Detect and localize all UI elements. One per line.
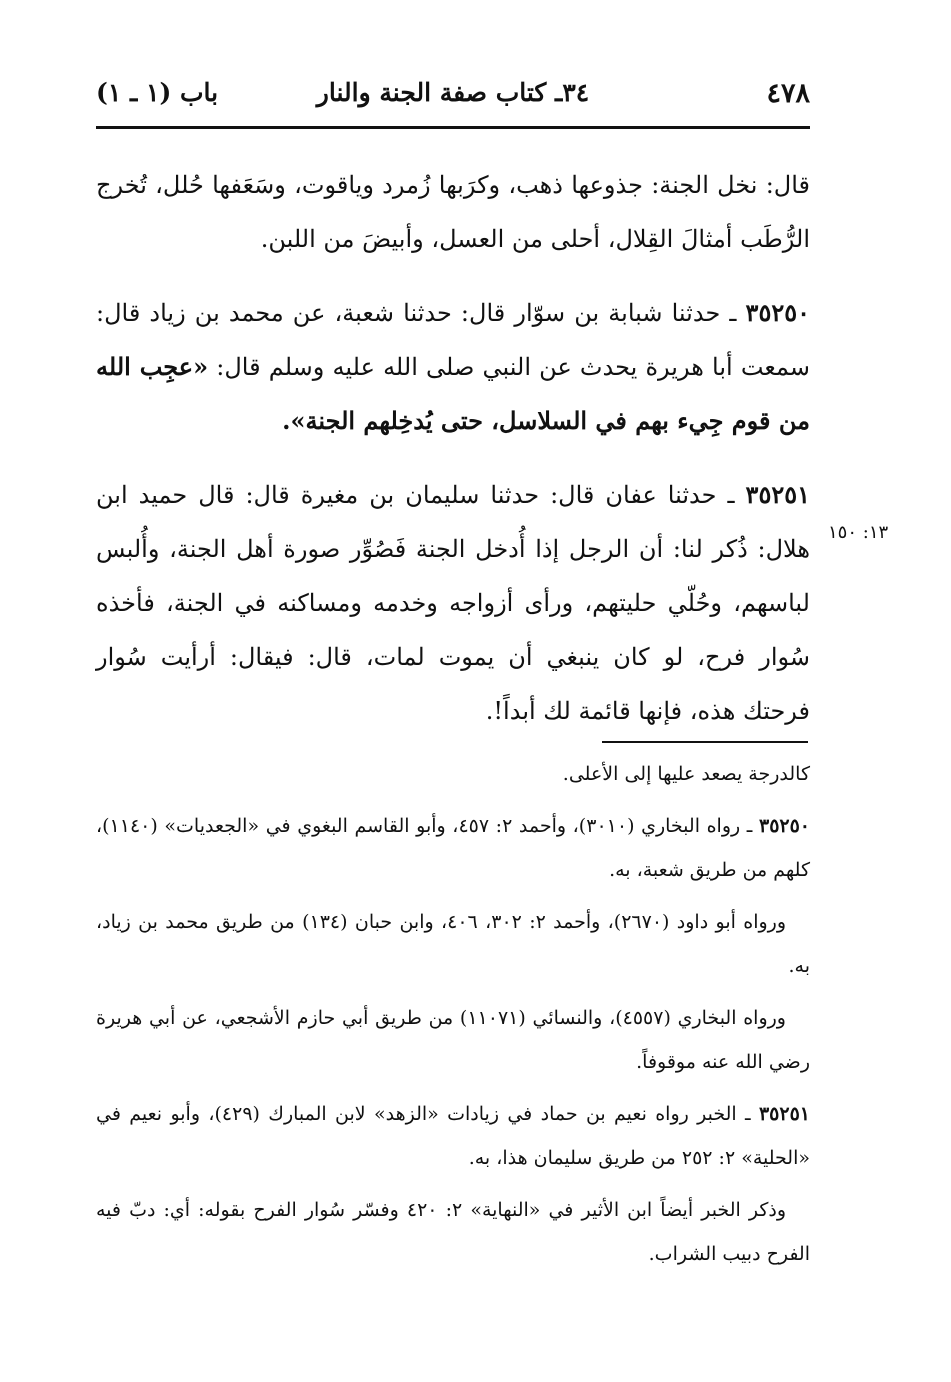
footnote-text: ـ رواه البخاري (٣٠١٠)، وأحمد ٢: ٤٥٧، وأبو القاسم البغوي في «الجعديات» (١١٤٠)، كلهم من طريق شعبة، به.	[96, 815, 810, 881]
footnote-35251	[96, 1092, 810, 1180]
footnote-text: ورواه أبو داود (٢٦٧٠)، وأحمد ٢: ٣٠٢، ٤٠٦، وابن حبان (١٣٤) من طريق محمد بن زياد، به.	[96, 911, 810, 977]
hadith-35250	[96, 286, 810, 448]
footnote-number: ٣٥٢٥١	[758, 1103, 810, 1125]
hadith-isnad: ـ حدثنا شبابة بن سوّار قال: حدثنا شعبة، عن محمد بن زياد قال: سمعت أبا هريرة يحدث عن النبي صلى الله عليه وسلم قال:	[96, 299, 810, 381]
page-number: ٤٧٨	[766, 78, 810, 109]
hadith-text: ـ حدثنا عفان قال: حدثنا سليمان بن مغيرة قال: قال حميد ابن هلال: ذُكر لنا: أن الرجل إذا أُدخل الجنة فَصُوِّر صورة أهل الجنة، وأُلبس لباسهم، وحُلّي حليتهم، ورأى أزواجه وخدمه ومساكنه في الجنة، فأخذه سُوار فرح، لو كان ينبغي أن يموت لمات، قال: فيقال: أرأيت سُوار فرحتك هذه، فإنها قائمة لك أبداً!.	[96, 481, 810, 725]
hadith-number: ٣٥٢٥١	[745, 480, 810, 509]
main-text	[96, 158, 810, 758]
footnote-rule	[602, 741, 808, 743]
hadith-35251	[96, 468, 810, 738]
header-rule	[96, 126, 810, 129]
hadith-matn: «عجِب الله من قوم جِيء بهم في السلاسل، حتى يُدخِلهم الجنة».	[96, 352, 810, 435]
running-header	[96, 78, 810, 122]
footnote-continuation: كالدرجة يصعد عليها إلى الأعلى.	[562, 763, 810, 785]
bab-label: باب (١ ـ ١)	[96, 78, 219, 107]
footnote-35250	[96, 804, 810, 892]
hadith-number: ٣٥٢٥٠	[745, 298, 810, 327]
footnotes	[96, 752, 810, 1284]
footnote-text: ـ الخبر رواه نعيم بن حماد في زيادات «الزهد» لابن المبارك (٤٢٩)، وأبو نعيم في «الحلية» ٢: ٢٥٢ من طريق سليمان هذا، به.	[96, 1103, 810, 1169]
footnote-text: ورواه البخاري (٤٥٥٧)، والنسائي (١١٠٧١) من طريق أبي حازم الأشجعي، عن أبي هريرة رضي الله عنه موقوفاً.	[96, 1007, 810, 1073]
paragraph-continuation: قال: نخل الجنة: جذوعها ذهب، وكرَبها زُمرد وياقوت، وسَعَفها حُلل، تُخرج الرُّطَب أمثالَ القِلال، أحلى من العسل، وأبيضَ من اللبن.	[96, 171, 810, 253]
chapter-title: ٣٤ـ كتاب صفة الجنة والنار	[316, 78, 590, 107]
margin-reference: ١٣: ١٥٠	[828, 522, 889, 543]
footnote-text: وذكر الخبر أيضاً ابن الأثير في «النهاية» ٢: ٤٢٠ وفسّر سُوار الفرح بقوله: أي: دبّ فيه الفرح دبيب الشراب.	[96, 1199, 810, 1265]
footnote-number: ٣٥٢٥٠	[758, 815, 811, 837]
